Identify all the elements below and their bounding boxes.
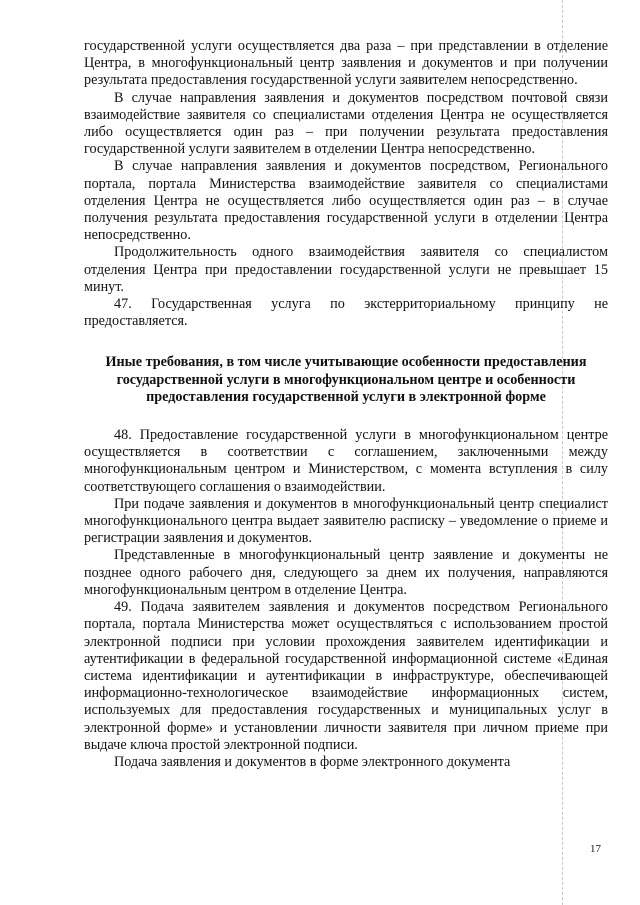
paragraph-postal: В случае направления заявления и документов посредством почтовой связи взаимодействие заявителя со специалистами отделения Центра не осуществляется либо осуществляется один раз – при получении результата предоставления государственной услуги заявителем в отделении Центра непосредственно.: [84, 89, 608, 158]
document-page: [84, 38, 608, 771]
paragraph-portal: В случае направления заявления и документов посредством, Регионального портала, портала Министерства взаимодействие заявителя со специалистами отделения Центра не осуществляется либо осуществляется один раз – в случае получения результата предоставления государственной услуги в отделении Центра непосредственно.: [84, 158, 608, 244]
paragraph-49: 49. Подача заявителем заявления и документов посредством Регионального портала, портала Министерства может осуществляться с использованием простой электронной подписи при условии прохождения заявителем идентификации и аутентификации в федеральной государственной информационной системе «Единая система идентификации и аутентификации в инфраструктуре, обеспечивающей информационно-технологическое взаимодействие информационных систем, используемых для предоставления государственных и муниципальных услуг в электронной форме» и установлении личности заявителя при личном приеме при выдаче ключа простой электронной подписи.: [84, 599, 608, 753]
page-number: 17: [590, 843, 601, 855]
section-heading: Иные требования, в том числе учитывающие особенности предоставления государственной услуги в многофункциональном центре и особенности предоставления государственной услуги в электронной форме: [105, 354, 587, 405]
paragraph-electronic: Подача заявления и документов в форме электронного документа: [114, 753, 511, 770]
paragraph-47: 47. Государственная услуга по экстерриториальному принципу не предоставляется.: [84, 296, 608, 330]
paragraph-continuation: государственной услуги осуществляется два раза – при представлении в отделение Центра, в многофункциональный центр заявления и документов и при получении результата предоставления государственной услуги заявителем непосредственно.: [84, 38, 608, 89]
body-top: [84, 38, 608, 330]
body-bottom: [84, 427, 608, 771]
paragraph-duration: Продолжительность одного взаимодействия заявителя со специалистом отделения Центра при предоставлении государственной услуги не превышает 15 минут.: [84, 244, 608, 295]
paragraph-forwarding: Представленные в многофункциональный центр заявление и документы не позднее одного рабочего дня, следующего за днем их получения, направляются многофункциональным центром в отделение Центра.: [84, 547, 608, 598]
paragraph-48: 48. Предоставление государственной услуги в многофункциональном центре осуществляется в соответствии с соглашением, заключенными между многофункциональным центром и Министерством, с момента вступления в силу соответствующего соглашения о взаимодействии.: [84, 427, 608, 495]
paragraph-receipt: При подаче заявления и документов в многофункциональный центр специалист многофункционального центра выдает заявителю расписку – уведомление о приеме и регистрации заявления и документов.: [84, 495, 608, 547]
